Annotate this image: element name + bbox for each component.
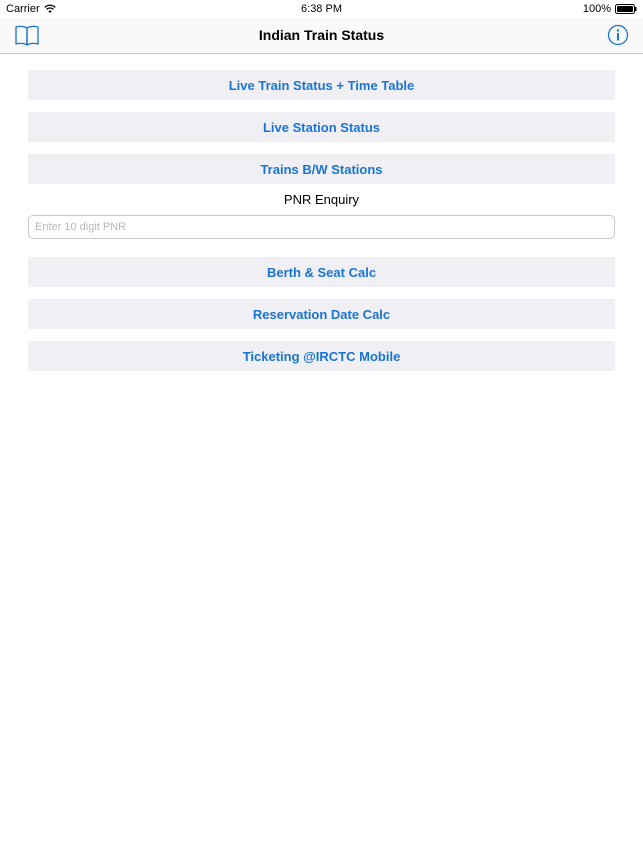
ticketing-irctc-mobile-button[interactable]: Ticketing @IRCTC Mobile <box>28 341 615 371</box>
battery-percent: 100% <box>582 3 611 15</box>
status-right <box>583 3 637 15</box>
battery-icon <box>615 4 637 14</box>
pnr-enquiry-label: PNR Enquiry <box>283 192 360 207</box>
navigation-bar <box>0 18 643 54</box>
reservation-date-calc-button[interactable]: Reservation Date Calc <box>28 299 615 329</box>
main-content <box>28 70 615 371</box>
page-title: Indian Train Status <box>258 27 385 43</box>
bottom-buttons <box>28 257 615 371</box>
status-bar <box>0 0 643 18</box>
live-station-status-button[interactable]: Live Station Status <box>28 112 615 142</box>
trains-between-stations-button[interactable]: Trains B/W Stations <box>28 154 615 184</box>
status-time: 6:38 PM <box>301 3 342 15</box>
carrier-label: Carrier <box>6 3 40 15</box>
live-train-status-button[interactable]: Live Train Status + Time Table <box>28 70 615 100</box>
pnr-input[interactable] <box>28 215 615 239</box>
info-icon[interactable] <box>607 24 629 46</box>
berth-seat-calc-button[interactable]: Berth & Seat Calc <box>28 257 615 287</box>
